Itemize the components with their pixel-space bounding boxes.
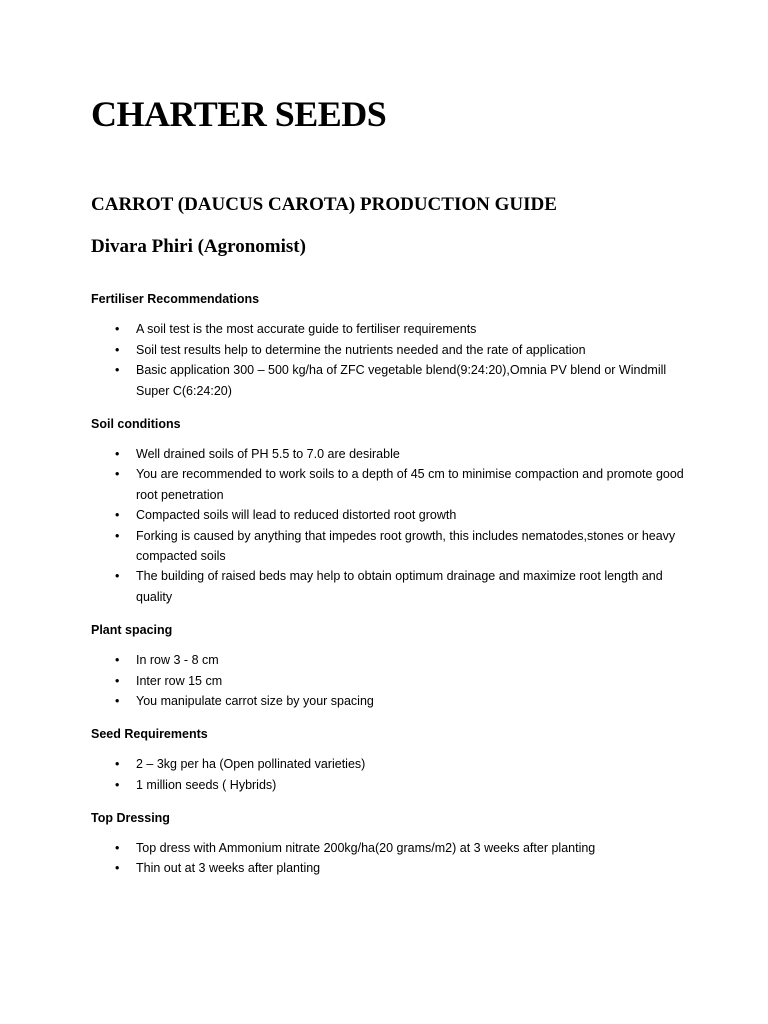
section-plant-spacing bbox=[91, 620, 691, 712]
bullet-icon: • bbox=[115, 653, 120, 668]
list-item-text: Basic application 300 – 500 kg/ha of ZFC vegetable blend(9:24:20),Omnia PV blend or Windmill Super C(6:24:20) bbox=[136, 363, 667, 398]
bullet-icon: • bbox=[115, 840, 120, 855]
bullet-icon: • bbox=[115, 757, 120, 772]
list-item bbox=[91, 566, 691, 607]
document-subtitle: CARROT (DAUCUS CAROTA) PRODUCTION GUIDE bbox=[91, 194, 557, 215]
bullet-icon: • bbox=[115, 569, 120, 584]
bullet-icon: • bbox=[115, 673, 120, 688]
bullet-icon: • bbox=[115, 363, 120, 378]
bullet-icon: • bbox=[115, 528, 120, 543]
bullet-icon: • bbox=[115, 861, 120, 876]
list-item bbox=[91, 505, 691, 525]
bullet-list bbox=[91, 444, 691, 607]
list-item-text: Thin out at 3 weeks after planting bbox=[136, 861, 321, 876]
bullet-list bbox=[91, 319, 691, 401]
list-item bbox=[91, 340, 691, 360]
bullet-icon: • bbox=[115, 508, 120, 523]
list-item-text: 1 million seeds ( Hybrids) bbox=[136, 777, 277, 792]
list-item-text: Soil test results help to determine the nutrients needed and the rate of application bbox=[136, 342, 586, 357]
section-heading: Top Dressing bbox=[91, 810, 170, 825]
bullet-icon: • bbox=[115, 777, 120, 792]
list-item-text: Inter row 15 cm bbox=[136, 673, 223, 688]
bullet-list bbox=[91, 838, 691, 879]
list-item-text: The building of raised beds may help to obtain optimum drainage and maximize root length and quality bbox=[136, 569, 663, 604]
list-item bbox=[91, 754, 691, 774]
document-author: Divara Phiri (Agronomist) bbox=[91, 236, 306, 257]
list-item bbox=[91, 838, 691, 858]
list-item-text: Well drained soils of PH 5.5 to 7.0 are desirable bbox=[136, 446, 400, 461]
list-item-text: You are recommended to work soils to a depth of 45 cm to minimise compaction and promote good root penetration bbox=[136, 467, 684, 502]
section-soil-conditions bbox=[91, 414, 691, 608]
list-item-text: 2 – 3kg per ha (Open pollinated varieties) bbox=[136, 757, 366, 772]
list-item-text: You manipulate carrot size by your spacing bbox=[136, 693, 374, 708]
list-item bbox=[91, 650, 691, 670]
bullet-list bbox=[91, 650, 691, 711]
list-item bbox=[91, 464, 691, 505]
section-heading: Plant spacing bbox=[91, 622, 173, 637]
section-heading: Fertiliser Recommendations bbox=[91, 292, 260, 306]
list-item bbox=[91, 444, 691, 464]
bullet-icon: • bbox=[115, 446, 120, 461]
list-item bbox=[91, 319, 691, 339]
bullet-list bbox=[91, 754, 691, 795]
list-item-text: Top dress with Ammonium nitrate 200kg/ha(20 grams/m2) at 3 weeks after planting bbox=[136, 840, 596, 855]
list-item-text: A soil test is the most accurate guide to fertiliser requirements bbox=[136, 322, 477, 337]
bullet-icon: • bbox=[115, 693, 120, 708]
document-title: CHARTER SEEDS bbox=[91, 94, 387, 134]
list-item-text: Forking is caused by anything that impedes root growth, this includes nematodes,stones or heavy compacted soils bbox=[136, 528, 676, 563]
list-item bbox=[91, 858, 691, 878]
document-body bbox=[91, 289, 691, 891]
list-item-text: Compacted soils will lead to reduced distorted root growth bbox=[136, 508, 457, 523]
section-seed-requirements bbox=[91, 724, 691, 795]
list-item-text: In row 3 - 8 cm bbox=[136, 653, 219, 668]
section-fertiliser bbox=[91, 289, 691, 401]
section-heading: Seed Requirements bbox=[91, 726, 208, 741]
bullet-icon: • bbox=[115, 322, 120, 337]
bullet-icon: • bbox=[115, 342, 120, 357]
section-top-dressing bbox=[91, 808, 691, 879]
list-item bbox=[91, 526, 691, 567]
bullet-icon: • bbox=[115, 467, 120, 482]
list-item bbox=[91, 775, 691, 795]
section-heading: Soil conditions bbox=[91, 416, 181, 431]
list-item bbox=[91, 360, 691, 401]
list-item bbox=[91, 691, 691, 711]
list-item bbox=[91, 671, 691, 691]
